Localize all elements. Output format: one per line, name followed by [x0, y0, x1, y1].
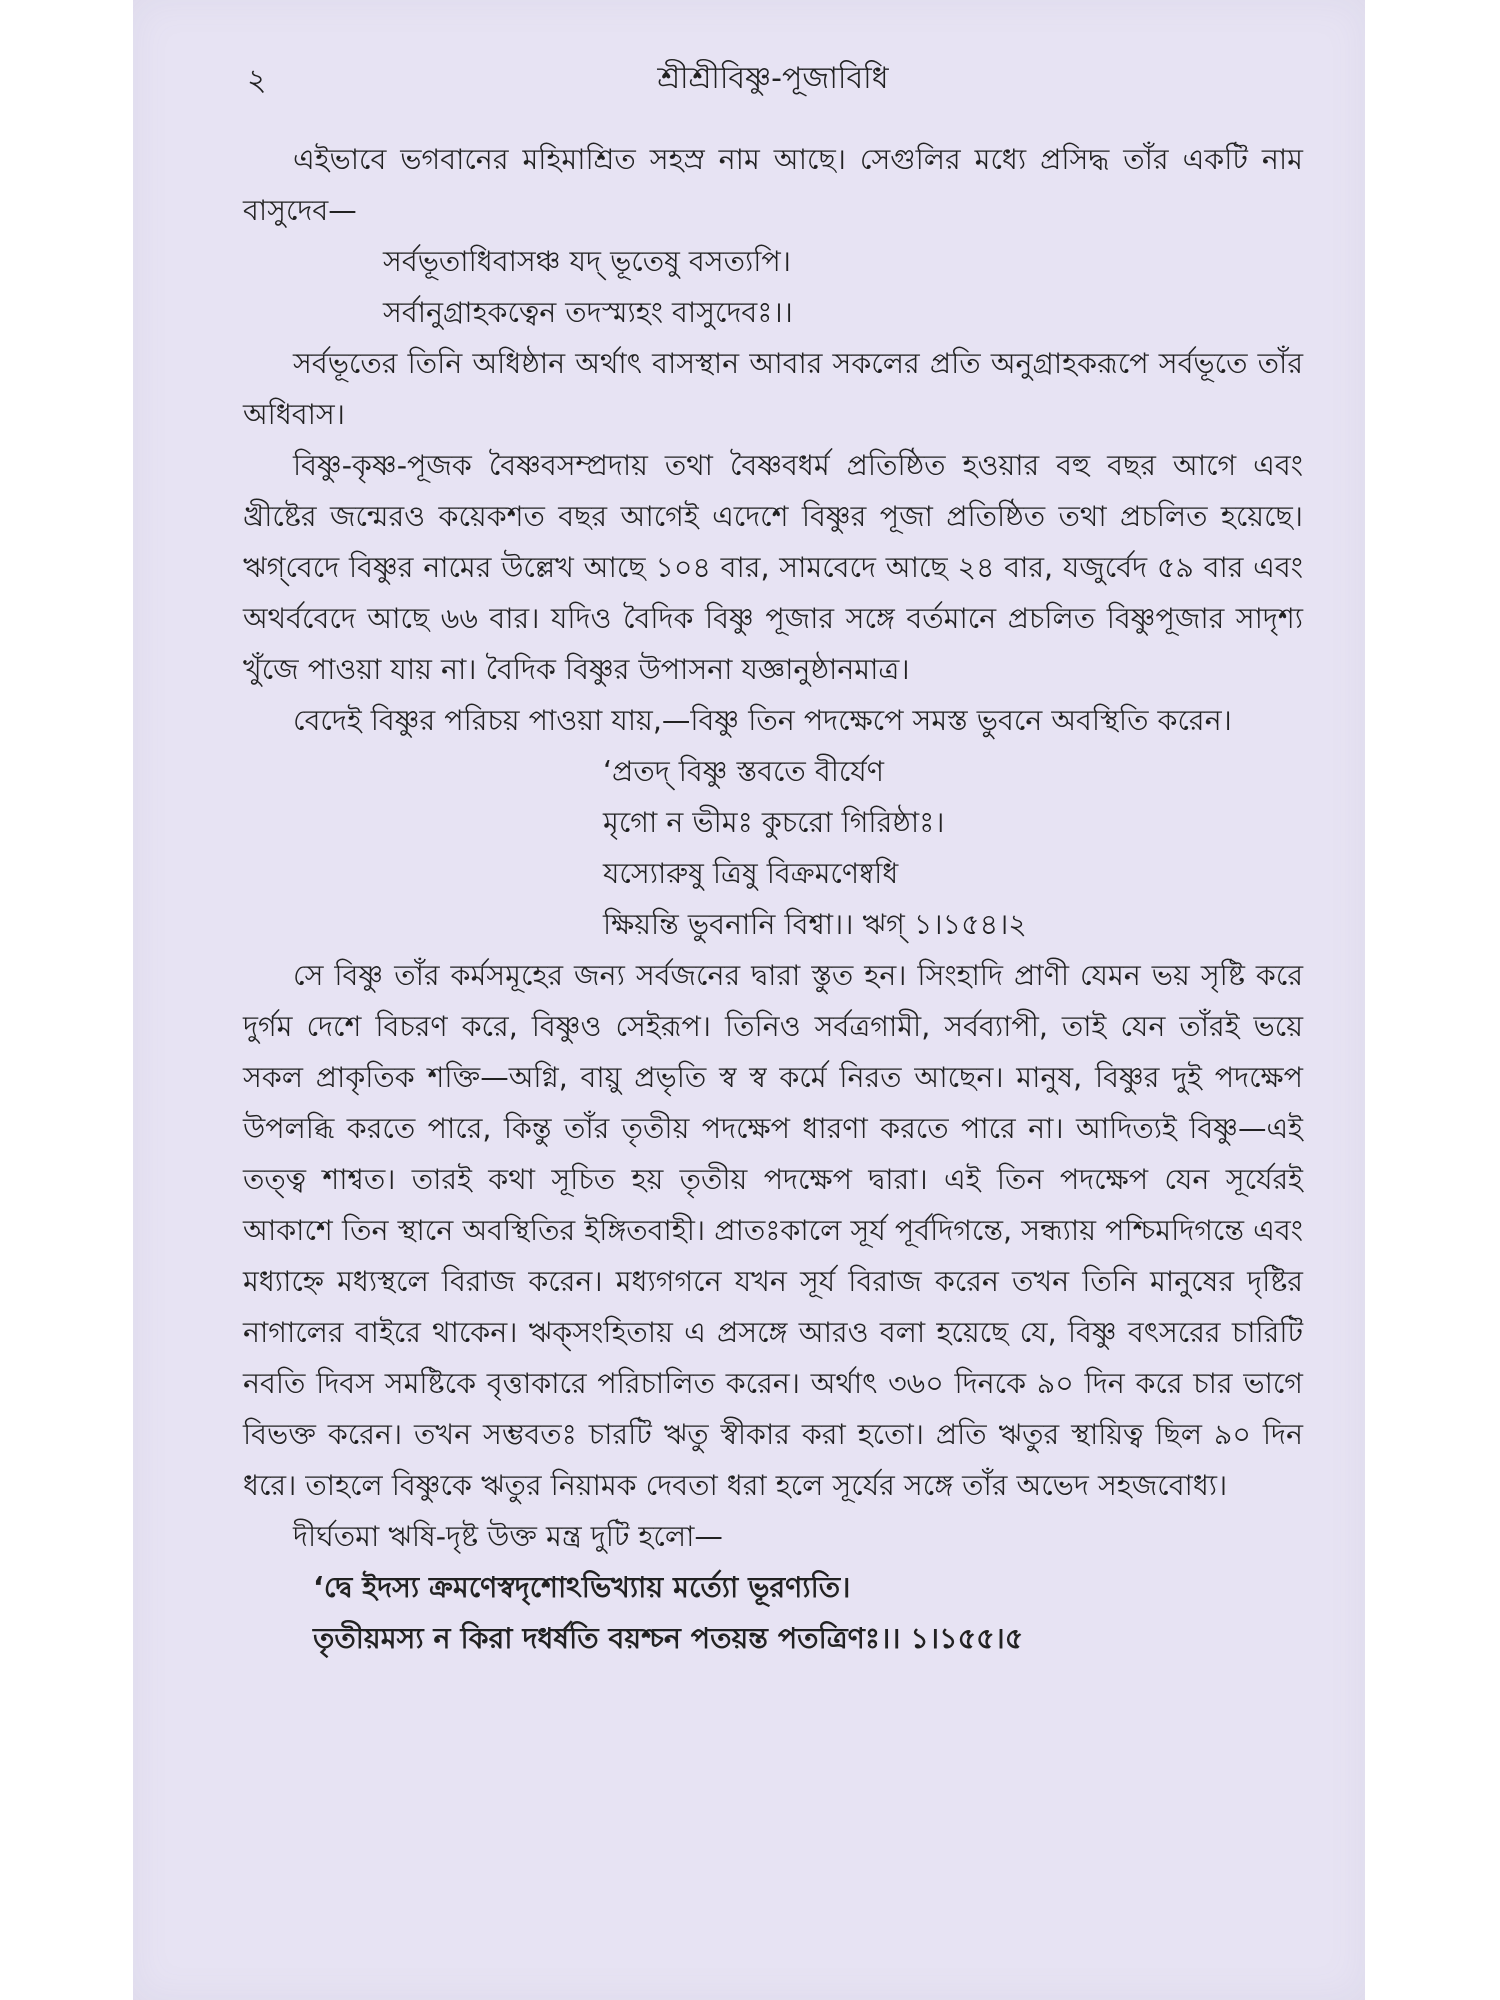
paragraph-2: সর্বভূতের তিনি অধিষ্ঠান অর্থাৎ বাসস্থান আবার সকলের প্রতি অনুগ্রাহকরূপে সর্বভূতে তাঁর অধিবাস। — [243, 347, 1303, 431]
verse-line: তৃতীয়মস্য ন কিরা দধর্ষতি বয়শ্চন পতয়ন্ত পতত্রিণঃ।। ১।১৫৫।৫ — [313, 1622, 1024, 1655]
page-number: ২ — [247, 63, 267, 98]
verse-line: যস্যোরুষু ত্রিষু বিক্রমণেষ্বধি — [603, 857, 899, 890]
paragraph-5: সে বিষ্ণু তাঁর কর্মসমূহের জন্য সর্বজনের দ্বারা স্তুত হন। সিংহাদি প্রাণী যেমন ভয় সৃষ্টি করে দুর্গম দেশে বিচরণ করে, বিষ্ণুও সেইরূপ। তিনিও সর্বত্রগামী, সর্বব্যাপী, তাই যেন তাঁরই ভয়ে সকল প্রাকৃতিক শক্তি—অগ্নি, বায়ু প্রভৃতি স্ব স্ব কর্মে নিরত আছেন। মানুষ, বিষ্ণুর দুই পদক্ষেপ উপলব্ধি করতে পারে, কিন্তু তাঁর তৃতীয় পদক্ষেপ ধারণা করতে পারে না। আদিত্যই বিষ্ণু—এই তত্ত্ব শাশ্বত। তারই কথা সূচিত হয় তৃতীয় পদক্ষেপ দ্বারা। এই তিন পদক্ষেপ যেন সূর্যেরই আকাশে তিন স্থানে অবস্থিতির ইঙ্গিতবাহী। প্রাতঃকালে সূর্য পূর্বদিগন্তে, সন্ধ্যায় পশ্চিমদিগন্তে এবং মধ্যাহ্নে মধ্যস্থলে বিরাজ করেন। মধ্যগগনে যখন সূর্য বিরাজ করেন তখন তিনি মানুষের দৃষ্টির নাগালের বাইরে থাকেন। ঋক্‌সংহিতায় এ প্রসঙ্গে আরও বলা হয়েছে যে, বিষ্ণু বৎসরের চারিটি নবতি দিবস সমষ্টিকে বৃত্তাকারে পরিচালিত করেন। অর্থাৎ ৩৬০ দিনকে ৯০ দিন করে চার ভাগে বিভক্ত করেন। তখন সম্ভবতঃ চারটি ঋতু স্বীকার করা হতো। প্রতি ঋতুর স্থায়িত্ব ছিল ৯০ দিন ধরে। তাহলে বিষ্ণুকে ঋতুর নিয়ামক দেবতা ধরা হলে সূর্যের সঙ্গে তাঁর অভেদ সহজবোধ্য। — [243, 959, 1303, 1502]
verse-block-1 — [243, 236, 1303, 338]
book-page — [133, 0, 1365, 2000]
paragraph-3: বিষ্ণু-কৃষ্ণ-পূজক বৈষ্ণবসম্প্রদায় তথা বৈষ্ণবধর্ম প্রতিষ্ঠিত হওয়ার বহু বছর আগে এবং খ্রীষ্টের জন্মেরও কয়েকশত বছর আগেই এদেশে বিষ্ণুর পূজা প্রতিষ্ঠিত তথা প্রচলিত হয়েছে। ঋগ্‌বেদে বিষ্ণুর নামের উল্লেখ আছে ১০৪ বার, সামবেদে আছে ২৪ বার, যজুর্বেদ ৫৯ বার এবং অথর্ববেদে আছে ৬৬ বার। যদিও বৈদিক বিষ্ণু পূজার সঙ্গে বর্তমানে প্রচলিত বিষ্ণুপূজার সাদৃশ্য খুঁজে পাওয়া যায় না। বৈদিক বিষ্ণুর উপাসনা যজ্ঞানুষ্ঠানমাত্র। — [243, 449, 1303, 686]
paragraph-4: বেদেই বিষ্ণুর পরিচয় পাওয়া যায়,—বিষ্ণু তিন পদক্ষেপে সমস্ত ভুবনে অবস্থিতি করেন। — [293, 704, 1232, 737]
running-title: শ্রীশ্রীবিষ্ণু-পূজাবিধি — [657, 61, 889, 96]
verse-block-2 — [243, 746, 1303, 950]
verse-line: সর্বানুগ্রাহকত্বেন তদস্ম্যহং বাসুদেবঃ।। — [383, 296, 793, 329]
verse-line: ‘দ্বে ইদস্য ক্রমণেস্বদৃশোঽভিখ্যায় মর্ত্যো ভূরণ্যতি। — [313, 1571, 851, 1604]
paragraph-6: দীর্ঘতমা ঋষি-দৃষ্ট উক্ত মন্ত্র দুটি হলো— — [293, 1520, 723, 1553]
running-head — [243, 50, 1303, 98]
verse-block-3 — [243, 1562, 1303, 1664]
verse-line: ‘প্রতদ্ বিষ্ণু স্তবতে বীর্যেণ — [603, 755, 884, 788]
verse-line: সর্বভূতাধিবাসঞ্চ যদ্ ভূতেষু বসত্যপি। — [383, 245, 791, 278]
verse-line: মৃগো ন ভীমঃ কুচরো গিরিষ্ঠাঃ। — [603, 806, 945, 839]
verse-line: ক্ষিয়ন্তি ভুবনানি বিশ্বা।। ঋগ্ ১।১৫৪।২ — [603, 908, 1027, 941]
page-content — [243, 50, 1303, 1664]
paragraph-1: এইভাবে ভগবানের মহিমাশ্রিত সহস্র নাম আছে। সেগুলির মধ্যে প্রসিদ্ধ তাঁর একটি নাম বাসুদেব— — [243, 143, 1303, 227]
